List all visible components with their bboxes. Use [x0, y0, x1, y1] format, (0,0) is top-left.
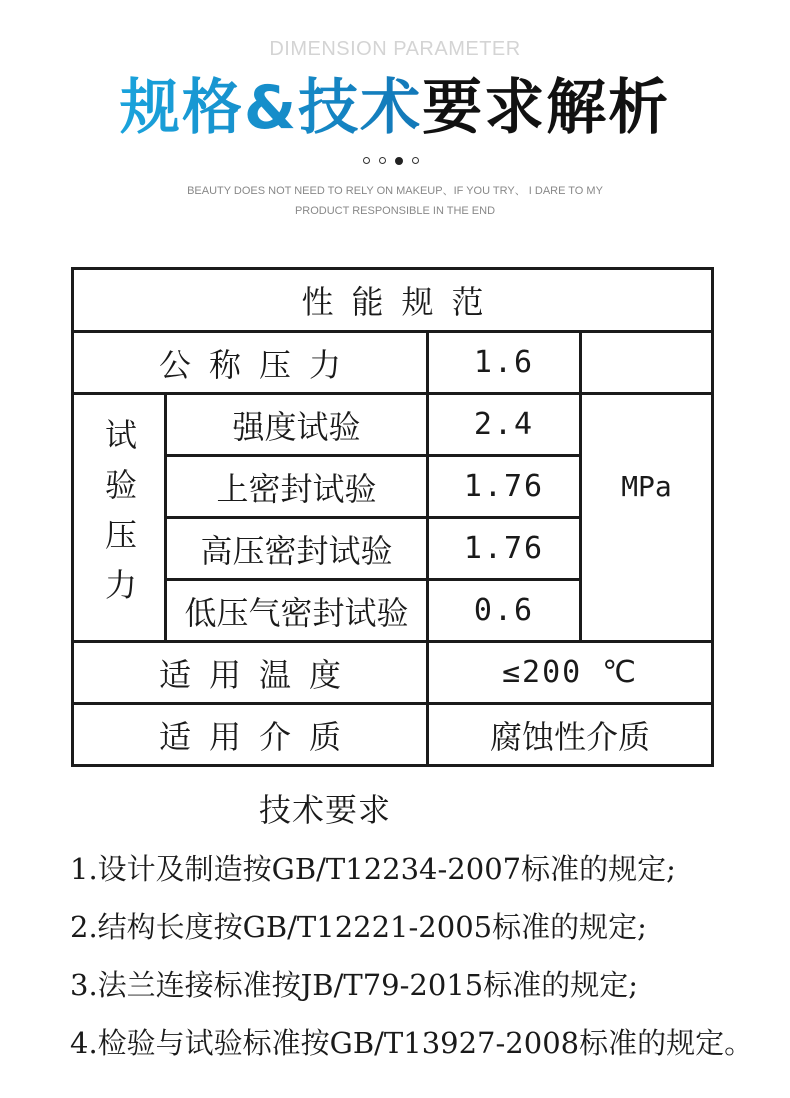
page-dot-active: [395, 157, 403, 165]
requirement-item: 3.法兰连接标准按JB/T79-2015标准的规定;: [70, 968, 638, 1002]
tagline-line-1: BEAUTY DOES NOT NEED TO RELY ON MAKEUP、IF YOU TRY、 I DARE TO MY: [187, 185, 603, 197]
test-high-pressure-seal-label: 高压密封试验: [200, 531, 393, 570]
unit-cell: MPa: [621, 470, 672, 503]
test-upper-seal-value: 1.76: [463, 469, 545, 504]
temperature-value: ≤200 ℃: [502, 655, 638, 690]
requirements-list: [70, 840, 780, 1072]
test-high-pressure-seal-value: 1.76: [463, 531, 545, 566]
tagline: [0, 181, 790, 221]
requirement-item: 4.检验与试验标准按GB/T13927-2008标准的规定。: [70, 1026, 754, 1060]
page-dot: [412, 157, 419, 164]
requirement-item: 1.设计及制造按GB/T12234-2007标准的规定;: [70, 852, 676, 886]
medium-value: 腐蚀性介质: [489, 717, 650, 756]
test-strength-value: 2.4: [473, 407, 535, 442]
subtitle-en: DIMENSION PARAMETER: [269, 38, 521, 60]
page-indicator-dots: [363, 157, 419, 165]
table-title: 性能规范: [301, 283, 502, 321]
nominal-pressure-value: 1.6: [473, 345, 535, 380]
temperature-label: 适用温度: [158, 655, 359, 694]
page-dot: [363, 157, 370, 164]
tagline-line-2: PRODUCT RESPONSIBLE IN THE END: [294, 205, 496, 217]
test-pressure-label: 试验压力: [100, 417, 138, 618]
medium-label: 适用介质: [158, 717, 359, 756]
page-title: [0, 72, 790, 144]
requirement-item: 2.结构长度按GB/T12221-2005标准的规定;: [70, 910, 647, 944]
test-upper-seal-label: 上密封试验: [216, 469, 377, 508]
test-low-pressure-gas-seal-label: 低压气密封试验: [184, 593, 409, 632]
spec-table: [71, 267, 714, 767]
page-title-black: 要求解析: [422, 73, 671, 143]
nominal-pressure-label: 公称压力: [158, 345, 359, 384]
requirements-title: 技术要求: [258, 791, 391, 829]
page-title-blue: 规格&技术: [119, 73, 423, 143]
page-dot: [379, 157, 386, 164]
test-strength-label: 强度试验: [232, 407, 361, 446]
test-low-pressure-gas-seal-value: 0.6: [473, 593, 535, 628]
